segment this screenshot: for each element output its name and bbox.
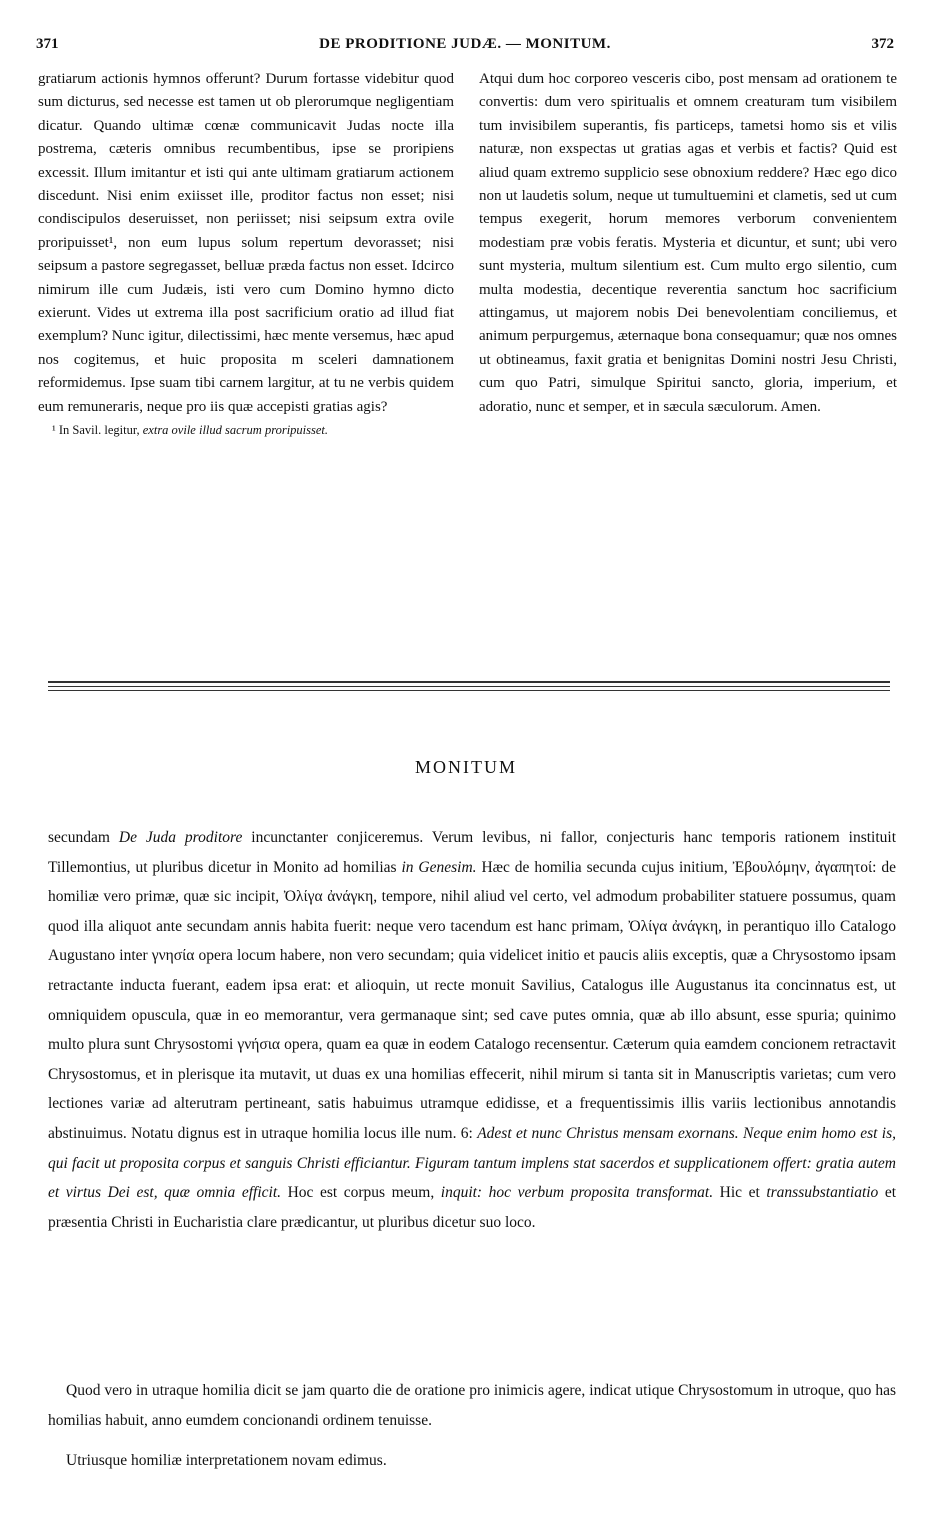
- monitum-text: Quod vero in utraque homilia dicit se jam quarto die de oratione pro inimicis agere, indicat utique Chrysostomum in utroque, quo has homilias habuit, anno eumdem concionandi ordinem tenuisse.: [48, 1382, 896, 1429]
- section-divider-rule: [48, 686, 890, 687]
- left-column-text: gratiarum actionis hymnos offerunt? Durum fortasse videbitur quod sum dicturus, sed necesse est tamen ut ob plerorumque negligentiam dicatur. Quando ultimæ cœnæ communicavit Judas nocte illa postrema, cæteris omnibus recumbentibus, ipse se proripiens excessit. Illum imitantur et isti qui ante ultimam gratiarum actionem discedunt. Nisi enim exiisset ille, proditor factus non esset; nisi condiscipulos deseruisset, non periisset; nisi seipsum extra ovile proripuisset¹, non eum lupus solum repertum devorasset; nisi seipsum a pastore segregasset, belluæ præda factus non esset. Idcirco nimirum ille cum Judæis, isti vero cum Domino hymno dicto exierunt. Vides ut extrema illa post sacrificium oratio ad illud fiat exemplum? Nunc igitur, dilectissimi, hæc mente versemus, hæc apud nos cogitemus, et huic proposita m sceleri damnationem reformidemus. Ipse suam tibi carnem largitur, at tu ne verbis quidem eum remuneraris, neque pro iis quæ accepisti gratias agis?: [38, 71, 454, 415]
- monitum-italic: in Genesim.: [401, 858, 477, 876]
- monitum-paragraph-1: [48, 823, 896, 1237]
- page-number-right: 372: [871, 36, 894, 52]
- right-column-text: Atqui dum hoc corporeo vesceris cibo, post mensam ad orationem te convertis: dum vero spiritualis et omnem creaturam tum visibilem tum invisibilem superantis, fis particeps, tametsi homo sis et vilis naturæ, non exspectas ut gratias agas et verbis et factis? Quid est aliud quam extremo supplicio sese obnoxium reddere? Hæc ego dico non ut laudetis solum, neque ut tumultuemini et clametis, sed ut cum tempus exegerit, horum memores verborum convenientem modestiam præ vobis feratis. Mysteria et dicuntur, et sunt; ubi vero sunt mysteria, multum silentium est. Cum multo ergo silentio, cum multa modestia, decentique reverentia sanctum hoc sacrificium attingamus, ut majorem nobis Dei benevolentiam conciliemus, et animum perpurgemus, æternaque bona consequamur; quæ nos omnes ut obtineamus, faxit gratia et benignitas Domini nostri Jesu Christi, cum quo Patri, simulque Spiritui sancto, gloria, imperium, et adoratio, nunc et semper, et in sæcula sæculorum. Amen.: [479, 71, 897, 415]
- right-column: [479, 68, 897, 419]
- monitum-text: Hic et: [719, 1184, 760, 1202]
- section-divider-rule: [48, 690, 890, 691]
- left-column: [38, 68, 454, 439]
- monitum-text: incunctanter conjiceremus. Verum levibus, ni fallor, conjecturis hanc temporis rationem instituit Tillemontius, ut pluribus dicetur in Monito ad homilias: [48, 829, 897, 876]
- section-divider-rule: [48, 681, 890, 683]
- monitum-italic: transsubstantiatio: [766, 1184, 879, 1202]
- footnote-text: In Savil. legitur,: [58, 423, 140, 438]
- monitum-title: MONITUM: [415, 757, 517, 777]
- monitum-text: Hæc de homilia secunda cujus initium, Ἐβουλόμην, ἀγαπητοί: de homiliæ vero primæ, quæ sic incipit, Ὀλίγα ἀνάγκη, tempore, nihil aliud vel certo, vel admodum probabiliter statuere possumus, quam quod illa aliquot ante secundam annis habita fuerit: neque vero tacendum est hanc primam, Ὀλίγα ἀνάγκη, in perantiquo illo Catalogo Augustano inter γνησία opera locum habere, non vero secundam; quia videlicet initio et paucis aliis exceptis, quæ a Chrysostomo ipsam retractante inducta fuerant, eadem ipsa erat: et alioquin, ut recte monuit Savilius, Catalogus ille Augustanus ita concinnatus est, ut omniquidem opuscula, quæ in eo memorantur, vera germanaque sint; sed cave putes omnia, quæ ab illo absunt, esse spuria; quinimo multo plura sunt Chrysostomi γνήσια opera, quam ea quæ in eodem Catalogo recensentur. Cæterum quia eamdem concionem retractavit Chrysostomus, et in plerisque ita mutavit, ut duas ex una homilias effecerit, nihil mirum si tanta sit in Manuscriptis varietas; cum vero lectiones variæ ad alterutram pertineant, satis habuimus utramque edidisse, et a frequentissimis illis variis lectionibus annotandis abstinuimus. Notatu dignus est in utraque homilia locus ille num. 6:: [48, 858, 897, 1142]
- monitum-text: secundam: [48, 829, 110, 846]
- page-number-left: 371: [36, 36, 59, 52]
- monitum-paragraph-2: [48, 1376, 896, 1436]
- monitum-italic: Adest et nunc Christus mensam exornans. Neque enim homo est is, qui facit ut proposita corpus et sanguis Christi efficiantur. Figuram tantum implens stat sacerdos et supplicationem offert: gratia autem et virtus Dei est, quæ omnia efficit.: [48, 1124, 896, 1202]
- footnote-italic: extra ovile illud sacrum proripuisset.: [142, 423, 329, 438]
- monitum-text: Utriusque homiliæ interpretationem novam edimus.: [66, 1452, 387, 1469]
- running-title: DE PRODITIONE JUDÆ. — MONITUM.: [319, 36, 611, 52]
- monitum-paragraph-3: [48, 1446, 896, 1476]
- footnote-marker: ¹: [52, 423, 56, 438]
- monitum-italic: De Juda proditore: [118, 829, 243, 846]
- page-header: [36, 36, 894, 56]
- monitum-italic: inquit: hoc verbum proposita transformat.: [440, 1184, 714, 1202]
- footnote: [38, 421, 454, 439]
- monitum-text: et præsentia Christi in Eucharistia clare prædicantur, ut pluribus dicetur suo loco.: [48, 1184, 897, 1231]
- monitum-text: Hoc est corpus meum,: [287, 1184, 435, 1202]
